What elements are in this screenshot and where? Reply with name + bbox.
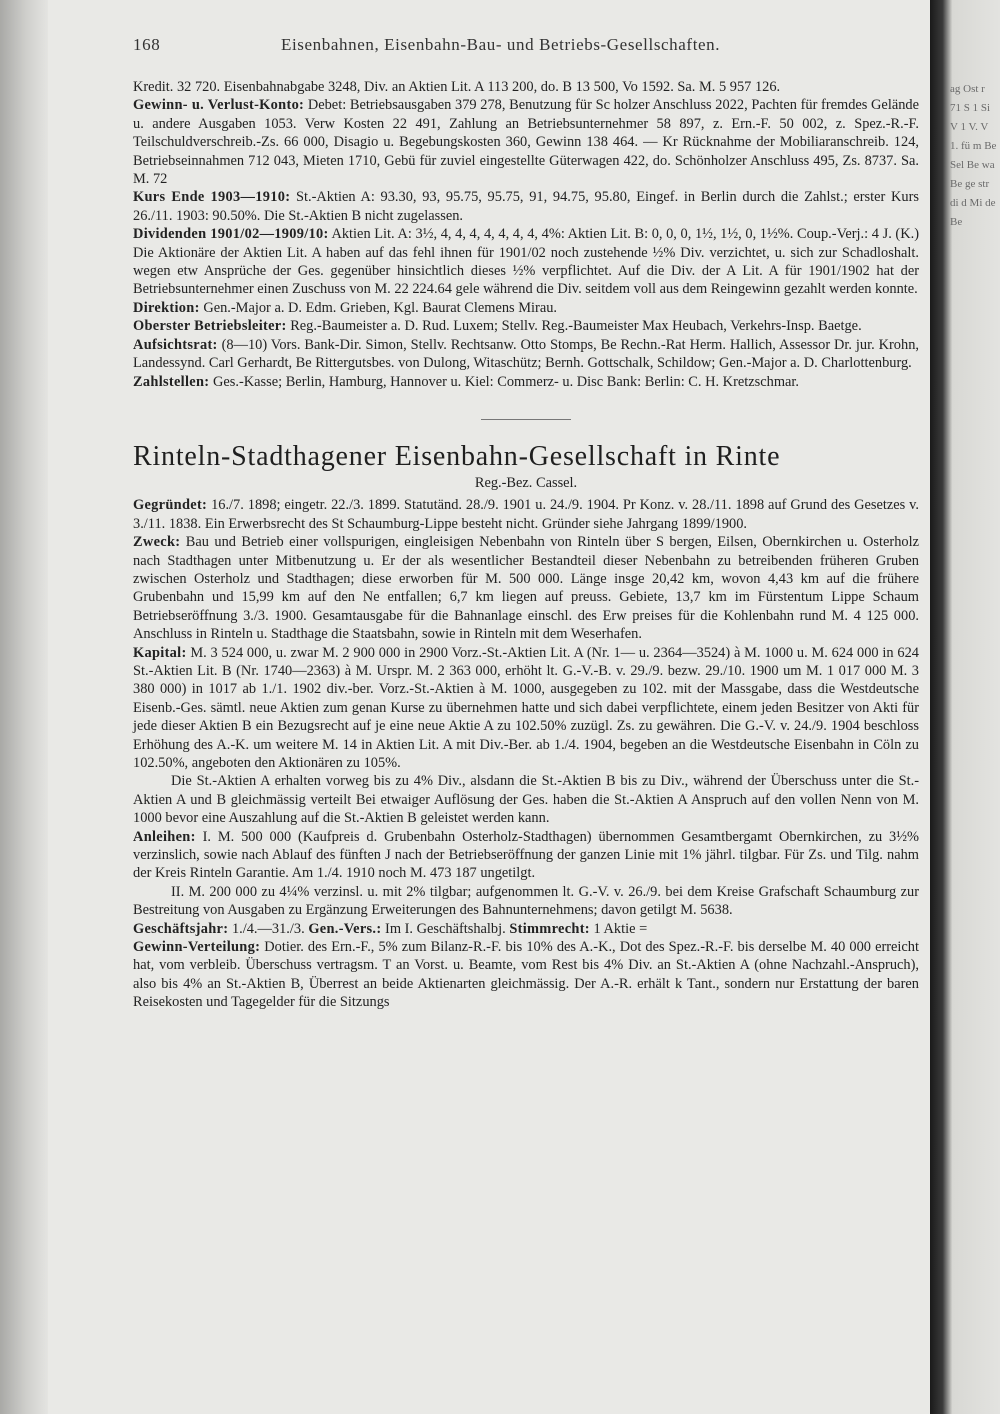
fy-label: Geschäftsjahr: [133,920,229,937]
ops-label: Oberster Betriebsleiter: [133,318,287,335]
capital-text: M. 3 524 000, u. zwar M. 2 900 000 in 2900 Vorz.-St.-Aktien Lit. A (Nr. 1— u. 2364—3524) à M. 1000 u. M. 624 000 in 624 St.-Aktien Lit. B (Nr. 1740—2363) à M. Urspr. M. 2 363 000, erhöht lt. G.-V.-B. v. 29./9. bezw. 29./10. 1900 um M. 1 017 000 M. 3 380 000) in 1017 ab 1./1. 1902 div.-ber. Vorz.-St.-Aktien à M. 1000, ausgegeben zu 102. mit der Massgabe, dass die Westdeutsche Eisenb.-Ges. sämtl. neue Aktien zum genan Kurse zu übernehmen hatte und sich dabei verpflichtete, einem jeden Besitzer von Akti für jede dieser Aktien B ein Bezugsrecht auf je eine neue Aktie A zu 102.50% zuzügl. Zs. zu gewähren. Die G.-V. v. 24./9. 1904 beschloss Erhöhung des A.-K. um weitere M. 14 in Aktien Lit. A mit Div.-Ber. ab 1./4. 1904, begeben an die Westdeutsche Eisenbahn in Cöln zu 102.50%, angeboten den Aktionären zu 105%. [133,644,919,771]
dividends-label: Dividenden 1901/02—1909/10: [133,226,329,243]
direction-paragraph [133,299,919,317]
board-paragraph [133,336,919,373]
guv-text: Debet: Betriebsausgaben 379 278, Benutzung für Sc holzer Anschluss 2022, Pachten für fremdes Gelände u. andere Ausgaben 1053. Verw Kosten 22 491, Zahlung an Betriebsunternehmer 58 897, z. Ern.-F. 50 002, z. Spez.-R.-F. Teilschuldverschreib.-Zs. 66 000, Disagio u. Begebungskosten 360, Gewinn 138 464. — Kr Rücknahme der Mobiliaranschreib. 124, Betriebseinnahmen 712 043, Mieten 1710, Gebü für zuviel eingestellte Güterwagen 422, do. Schönholzer Anschluss 495, Zs. 8737. Sa. M. 72 [133,97,919,188]
kurs-paragraph [133,188,919,225]
ops-text: Reg.-Baumeister a. D. Rud. Luxem; Stellv. Reg.-Baumeister Max Heubach, Verkehrs-Insp. Baetge. [290,318,862,335]
founded-paragraph [133,496,919,533]
meta-paragraph [133,920,919,938]
kurs-label: Kurs Ende 1903—1910: [133,189,291,206]
gv-label: Gen.-Vers.: [308,920,382,937]
vote-label: Stimmrecht: [509,920,590,937]
section-divider [481,419,571,420]
ops-paragraph [133,317,919,335]
profit-paragraph [133,938,919,1012]
paying-paragraph [133,373,919,391]
profit-label: Gewinn-Verteilung: [133,939,261,956]
bleed-through-text: ag Ost r 71 S 1 Si V 1 V. V 1. fü m Be Sel Be wa Be ge str di d Mi de Be [950,83,997,228]
profit-text: Dotier. des Ern.-F., 5% zum Bilanz-R.-F. bis 10% des A.-K., Dot des Spez.-R.-F. bis derselbe M. 40 000 erreicht hat, vom verbleib. Überschuss vertragsm. T an Vorst. u. Beamte, vom Rest bis 4% Div. an St.-Aktien A (ohne Nachzahl.-Anspruch), also bis 4% an St.-Aktien B, Überrest an beide Aktienarten gleichmässig. Der A.-R. erhält k Tant., sondern nur Erstattung der baren Reisekosten und Tagegelder für die Sitzungs [133,939,920,1011]
founded-label: Gegründet: [133,497,208,514]
binding-shadow [0,0,48,1414]
founded-text: 16./7. 1898; eingetr. 22./3. 1899. Statutänd. 28./9. 1901 u. 24./9. 1904. Pr Konz. v. 28./11. 1898 auf Grund des Gesetzes v. 3./11. 1838. Ein Erwerbsrecht des St Schaumburg-Lippe besteht nicht. Gründer siehe Jahrgang 1899/1900. [133,497,919,532]
paying-text: Ges.-Kasse; Berlin, Hamburg, Hannover u. Kiel: Commerz- u. Disc Bank: Berlin: C. H. Kretzschmar. [212,373,799,390]
running-header [133,36,919,66]
credit-line: Kredit. 32 720. Eisenbahnabgabe 3248, Div. an Aktien Lit. A 113 200, do. B 13 500, Vo 1592. Sa. M. 5 957 126. [133,79,781,95]
purpose-label: Zweck: [133,534,181,551]
loans-text: I. M. 500 000 (Kaufpreis d. Grubenbahn Osterholz-Stadthagen) übernommen Gesamtbergamt Obernkirchen, zu 3½% verzinslich, sowie nach Ablauf des fünften J nach der Betriebseröffnung der ganzen Linie mit 1% jährl. tilgbar. Für Zs. und Tilg. nahm der Kreis Rinteln Garantie. Am 1./4. 1910 noch M. 473 187 ungetilgt. [133,828,919,882]
loans-label: Anleihen: [133,828,196,845]
paying-label: Zahlstellen: [133,373,210,390]
capital-paragraph [133,644,919,773]
direction-text: Gen.-Major a. D. Edm. Grieben, Kgl. Baurat Clemens Mirau. [203,299,557,316]
fy-text: 1./4.—31./3. [231,920,305,937]
vote-text: 1 Aktie = [593,920,648,937]
company-title: Rinteln-Stadthagener Eisenbahn-Gesellschaft in Rinte [133,440,781,472]
capital-label: Kapital: [133,644,187,661]
guv-label: Gewinn- u. Verlust-Konto: [133,97,305,114]
purpose-text: Bau und Betrieb einer vollspurigen, eingleisigen Nebenbahn von Rinteln über S bergen, Eilsen, Obernkirchen u. Osterholz nach Stadthagen unter Mitbenutzung u. Er der als wesentlicher Bestandteil dieser Nebenbahn zu betreibenden früheren Gruben zwischen Osterholz und Stadthagen; diese erworben für M. 500 000. Länge insge 20,42 km, wovon 4,43 km auf die frühere Grubenbahn und 15,99 km auf den Ne entfallen; 6,7 km liegen auf preuss. Gebiete, 13,7 km im Fürstentum Lippe Schaum Betriebseröffnung 3./3. 1900. Gesamtausgabe für die Bahnanlage einschl. des Erw preises für die Kohlenbahn rund M. 4 125 000. Anschluss in Rinteln u. Stadthage die Staatsbahn, sowie in Rinteln mit dem Weserhafen. [133,534,919,643]
kurs-text: St.-Aktien A: 93.30, 93, 95.75, 95.75, 91, 94.75, 95.80, Eingef. in Berlin durch die Zahlst.; erster Kurs 26./11. 1903: 90.50%. Die St.-Aktien B nicht zugelassen. [133,189,920,224]
loans-paragraph [133,828,919,883]
purpose-paragraph [133,533,919,643]
board-text: (8—10) Vors. Bank-Dir. Simon, Stellv. Rechtsanw. Otto Stomps, Be Rechn.-Rat Herm. Hallich, Assessor Dr. jur. Krohn, Landessynd. Carl Gerhardt, Be Rittergutsbes. von Dulong, Witaschütz; Bernh. Gottschalk, Schildow; Gen.-Major a. D. Charlottenburg. [133,336,919,372]
company-subtitle: Reg.-Bez. Cassel. [474,474,578,491]
guv-paragraph [133,96,919,188]
board-label: Aufsichtsrat: [133,336,218,353]
running-title: Eisenbahnen, Eisenbahn-Bau- und Betriebs-Gesellschaften. [281,35,721,54]
dividends-text: Aktien Lit. A: 3½, 4, 4, 4, 4, 4, 4, 4, 4%: Aktien Lit. B: 0, 0, 0, 1½, 1½, 0, 1½%. Coup.-Verj.: 4 J. (K.) Die Aktionäre der Aktien Lit. A haben auf das fehl ihnen für 1901/02 noch zustehende ½% Div. verzichtet, u. sich zur Schadloshalt. wegen etw Ansprüche der Ges. gegenüber hinsichtlich dieses ½% verpflichtet. Auf die Div. der A Lit. A für 1901/1902 hat der Betriebsunternehmer einen Zuschuss von M. 22 224.64 gele während die Div. seitdem voll aus dem Reingewinn gezahlt werden konnte. [133,226,919,298]
loans-paragraph-2: II. M. 200 000 zu 4¼% verzinsl. u. mit 2% tilgbar; aufgenommen lt. G.-V. v. 26./9. bei dem Kreise Grafschaft Schaumburg zur Bestreitung von Ausgaben zu Ergänzung Erweiterungen des Bahnunternehmens; davon getilgt M. 5638. [133,883,919,919]
capital-paragraph-2: Die St.-Aktien A erhalten vorweg bis zu 4% Div., alsdann die St.-Aktien B bis zu Div., während der Überschuss unter die St.-Aktien A und B gleichmässig verteilt Bei etwaiger Auflösung der Ges. haben die St.-Aktien A Anspruch auf den vollen Nenn von M. 1000 bevor eine Auszahlung auf die St.-Aktien B geleistet werden kann. [133,773,919,827]
page-content [133,36,919,1012]
dividends-paragraph [133,225,919,299]
page-number: 168 [133,35,161,54]
direction-label: Direktion: [133,299,200,316]
gv-text: Im I. Geschäftshalbj. [385,920,506,937]
